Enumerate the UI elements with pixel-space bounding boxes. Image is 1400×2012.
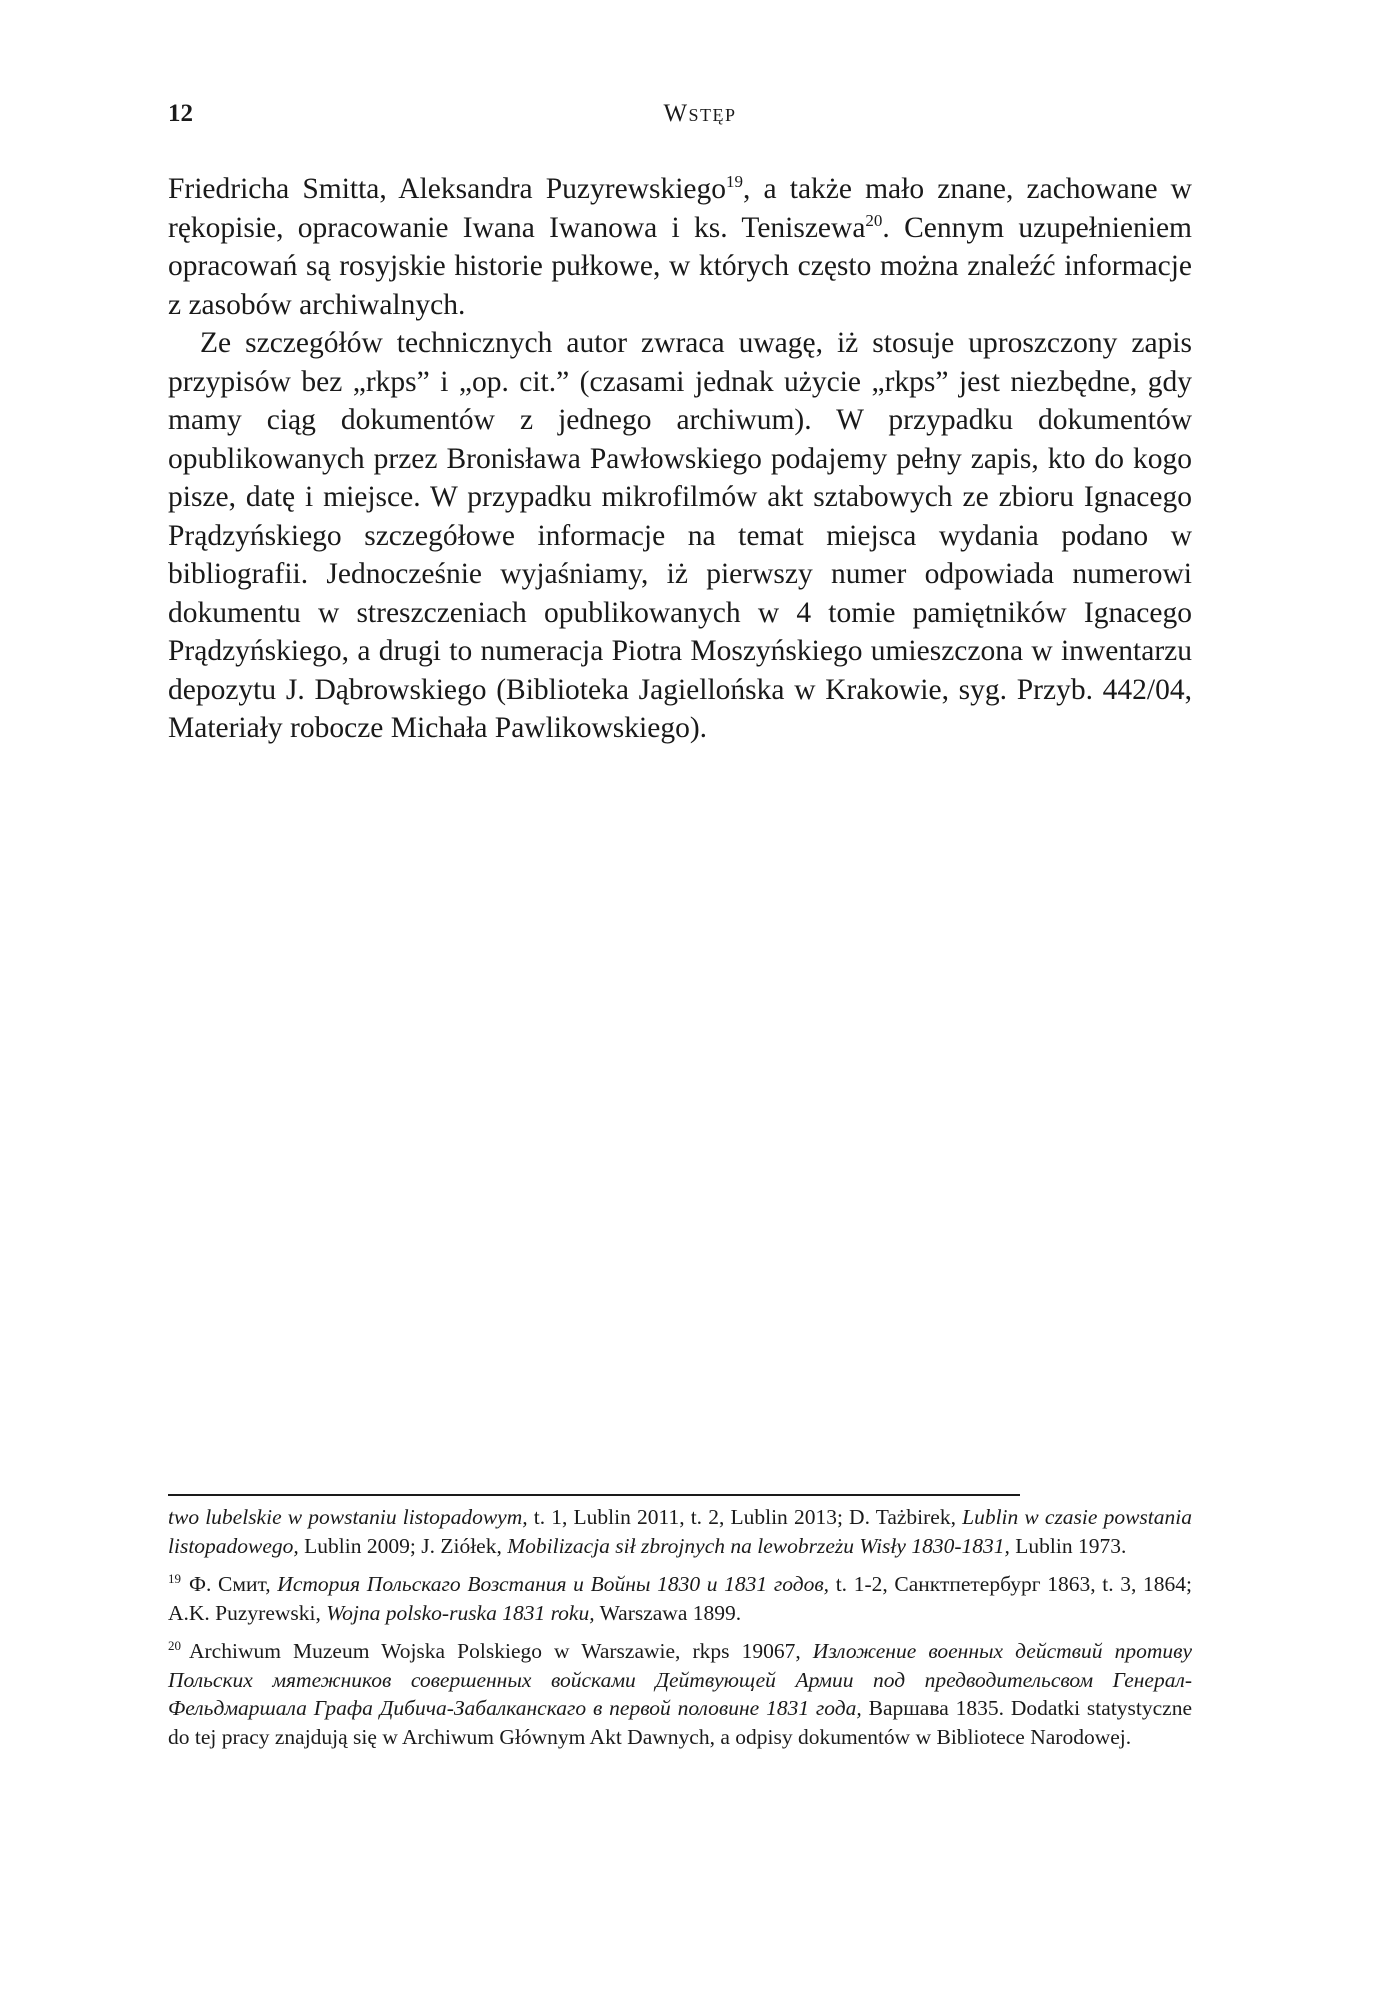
fn-cont-text-3: Lublin 1973. bbox=[1009, 1533, 1127, 1558]
footnote-continuation bbox=[168, 1503, 1192, 1560]
footnote-19 bbox=[168, 1570, 1192, 1627]
running-head: Wstęp bbox=[663, 100, 737, 127]
paragraph-1-part-b: , a także mało znane, zachowane w rękopisie, opracowanie Iwana Iwanowa i ks. Teniszewa bbox=[168, 173, 1192, 244]
paragraph-2: Ze szczegółów technicznych autor zwraca uwagę, iż stosuje uproszczony zapis przypisów bez „rkps” i „op. cit.” (czasami jednak użycie „rkps” jest niezbędne, gdy mamy ciąg dokumentów z jednego archiwum). W przypadku dokumentów opublikowanych przez Bronisława Pawłowskiego podajemy pełny zapis, kto do kogo pisze, datę i miejsce. W przypadku mikrofilmów akt sztabowych ze zbioru Ignacego Prądzyńskiego szczegółowe informacje na temat miejsca wydania podano w bibliografii. Jednocześnie wyjaśniamy, iż pierwszy numer odpowiada numerowi dokumentu w streszczeniach opublikowanych w 4 tomie pamiętników Ignacego Prądzyńskiego, a drugi to numeracja Piotra Moszyńskiego umieszczona w inwentarzu depozytu J. Dąbrowskiego (Biblioteka Jagiellońska w Krakowie, syg. Przyb. 442/04, Materiały robocze Michała Pawlikowskiego). bbox=[168, 327, 1192, 744]
paragraph-1-part-a: Friedricha Smitta, Aleksandra Puzyrewskiego bbox=[168, 173, 726, 205]
footnote-ref-20: 20 bbox=[865, 210, 883, 230]
fn19-italic-2: Wojna polsko-ruska 1831 roku, bbox=[326, 1600, 595, 1625]
fn19-text-2: t. 1-2, Санктпетербург 1863, t. 3, 1864; A.K. Puzyrewski, bbox=[168, 1572, 1193, 1625]
fn-cont-italic-1: two lubelskie w powstaniu listopadowym, bbox=[168, 1505, 528, 1529]
fn19-text-1: Ф. Смит, bbox=[189, 1572, 278, 1596]
fn20-text-2: Варшава 1835. Dodatki statystyczne do tej pracy znajdują się w Archiwum Głównym Akt Dawnych, a odpisy dokumentów w Bibliotece Narodowej. bbox=[168, 1696, 1193, 1749]
footnote-20 bbox=[168, 1637, 1192, 1751]
footnote-19-number: 19 bbox=[168, 1570, 181, 1586]
fn-cont-text-2: Lublin 2009; J. Ziółek, bbox=[298, 1533, 508, 1558]
fn19-italic-1: История Польскаго Возстания и Войны 1830 и 1831 годов, bbox=[277, 1572, 830, 1596]
paragraph-1-part-c: . Cennym uzupełnieniem opracowań są rosyjskie historie pułkowe, w których często można znaleźć informacje z zasobów archiwalnych. bbox=[168, 211, 1192, 321]
fn19-text-3: Warszawa 1899. bbox=[594, 1600, 742, 1625]
paragraph-1 bbox=[168, 170, 1192, 324]
body-text bbox=[168, 170, 1192, 748]
page-number: 12 bbox=[168, 100, 193, 127]
fn-cont-text-1: t. 1, Lublin 2011, t. 2, Lublin 2013; D. Tażbirek, bbox=[527, 1505, 963, 1529]
fn20-text-1: Archiwum Muzeum Wojska Polskiego w Warszawie, rkps 19067, bbox=[189, 1639, 813, 1663]
footnote-20-number: 20 bbox=[168, 1637, 181, 1653]
fn20-italic-1: Изложение военных действий противу Польских мятежников совершенных войсками Дейтвующей Армии под предводительсвом Генерал-Фельдмаршала Графа Дибича-Забалканскаго в первой половине 1831 года, bbox=[168, 1639, 1192, 1720]
footnote-divider bbox=[168, 1494, 1020, 1496]
fn-cont-italic-3: Mobilizacja sił zbrojnych na lewobrzeżu Wisły 1830-1831, bbox=[507, 1533, 1010, 1558]
footnote-ref-19: 19 bbox=[726, 172, 743, 192]
fn-cont-italic-2: Lublin w czasie powstania listopadowego, bbox=[168, 1505, 1192, 1558]
footnotes bbox=[168, 1503, 1192, 1761]
